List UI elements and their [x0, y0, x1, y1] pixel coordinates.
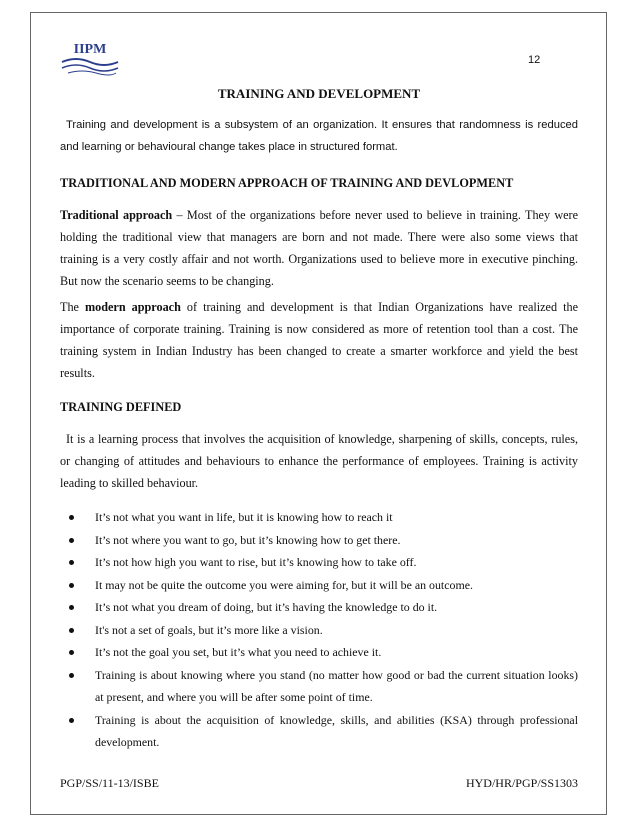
- traditional-text: – Most of the organizations before never used to believe in training. They were holding the traditional view that managers are born and not made. There were also some views that training is a very costly affair and not worth. Organizations used to believe more in executive pinching. But now the scenario seems to be changing.: [60, 208, 579, 288]
- section-heading-approaches: TRADITIONAL AND MODERN APPROACH OF TRAINING AND DEVLOPMENT: [60, 176, 514, 190]
- bullet-icon: [69, 538, 74, 543]
- traditional-label: Traditional approach: [60, 208, 173, 222]
- list-item: It's not a set of goals, but it’s more like a vision.: [60, 619, 578, 642]
- bullet-icon: [69, 560, 74, 565]
- traditional-paragraph: [60, 204, 578, 292]
- bullet-icon: [69, 718, 74, 723]
- page-title: TRAINING AND DEVELOPMENT: [217, 86, 421, 101]
- modern-label: modern approach: [84, 300, 181, 314]
- bullet-icon: [69, 628, 74, 633]
- bullet-icon: [69, 583, 74, 588]
- list-item: Training is about the acquisition of knowledge, skills, and abilities (KSA) through professional development.: [60, 709, 578, 754]
- list-item: It’s not how high you want to rise, but it’s knowing how to take off.: [60, 551, 578, 574]
- bullet-icon: [69, 673, 74, 678]
- list-item: It’s not where you want to go, but it’s knowing how to get there.: [60, 529, 578, 552]
- list-item: Training is about knowing where you stand (no matter how good or bad the current situation looks) at present, and where you will be after some point of time.: [60, 664, 578, 709]
- list-item: It’s not what you dream of doing, but it’s having the knowledge to do it.: [60, 596, 578, 619]
- intro-paragraph: Training and development is a subsystem of an organization. It ensures that randomness is reduced and learning or behavioural change takes place in structured format.: [60, 119, 578, 153]
- bullet-icon: [69, 515, 74, 520]
- footer-right: HYD/HR/PGP/SS1303: [465, 776, 578, 790]
- iipm-logo: [58, 38, 122, 78]
- logo-text: IIPM: [73, 42, 107, 57]
- section-heading-training-defined: TRAINING DEFINED: [60, 400, 182, 414]
- list-item: It’s not the goal you set, but it’s what you need to achieve it.: [60, 641, 578, 664]
- definition-paragraph: It is a learning process that involves the acquisition of knowledge, sharpening of skills, concepts, rules, or changing of attitudes and behaviours to enhance the performance of employees. Training is activity leading to skilled behaviour.: [60, 432, 578, 490]
- list-item: It may not be quite the outcome you were aiming for, but it will be an outcome.: [60, 574, 578, 597]
- modern-paragraph: [60, 296, 578, 384]
- modern-text: of training and development is that Indian Organizations have realized the importance of corporate training. Training is now considered as more of retention tool than a cost. The training system in Indian Industry has been changed to create a smarter workforce and yield the best results.: [60, 300, 578, 380]
- list-item: It’s not what you want in life, but it is knowing how to reach it: [60, 506, 578, 529]
- bullet-list: [60, 506, 578, 754]
- footer-left: PGP/SS/11-13/ISBE: [60, 776, 159, 790]
- modern-prefix: The: [60, 300, 85, 314]
- bullet-icon: [69, 650, 74, 655]
- bullet-icon: [69, 605, 74, 610]
- page-number: 12: [528, 54, 541, 66]
